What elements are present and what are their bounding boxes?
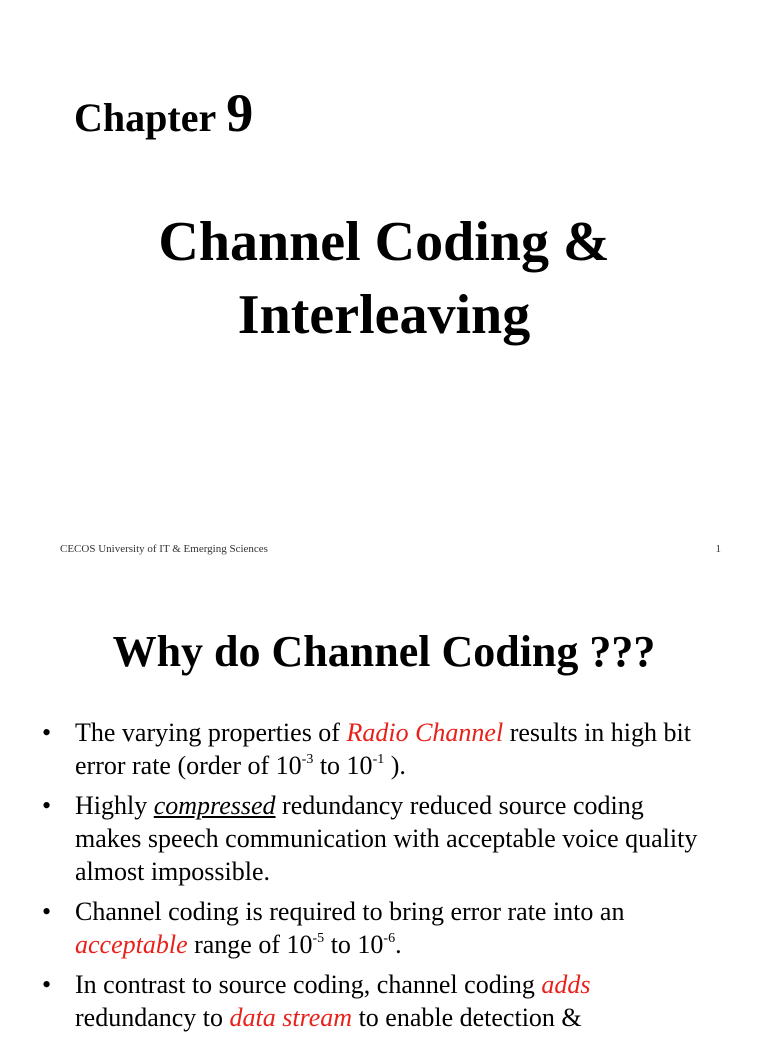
- chapter-heading: [74, 82, 253, 144]
- bullet-item: [0, 968, 715, 1034]
- slide-2: [0, 576, 768, 1032]
- text-run: to enable detection &: [352, 1003, 582, 1032]
- bullet-dot-icon: •: [42, 897, 52, 926]
- chapter-label: Chapter: [74, 95, 217, 140]
- main-title-line-1: Channel Coding &: [158, 211, 610, 273]
- bullet-item: [0, 716, 715, 782]
- text-run: In contrast to source coding, channel coding: [75, 970, 542, 999]
- text-run: results in high bit error rate (order of 10: [75, 718, 691, 780]
- text-run: range of 10: [187, 930, 313, 959]
- text-run: Highly: [75, 791, 154, 820]
- bullet-item: [0, 895, 715, 961]
- chapter-number: 9: [226, 83, 254, 143]
- emphasis-red: adds: [541, 970, 591, 999]
- emphasis-red: data stream: [229, 1003, 353, 1032]
- bullet-text: [75, 789, 715, 888]
- text-run: The varying properties of: [75, 718, 347, 747]
- bullet-dot-icon: •: [42, 970, 52, 999]
- text-run: redundancy to: [75, 1003, 230, 1032]
- emphasis-red: acceptable: [75, 930, 188, 959]
- slide-2-title: Why do Channel Coding ???: [112, 627, 656, 676]
- text-run: Channel coding is required to bring error rate into an: [75, 897, 625, 926]
- main-title: [0, 206, 768, 352]
- bullet-dot-icon: •: [42, 718, 52, 747]
- bullet-text: [75, 968, 715, 1034]
- superscript: -6: [383, 931, 396, 946]
- superscript: -1: [372, 752, 385, 767]
- footer-institution: CECOS University of IT & Emerging Sciences: [60, 543, 268, 555]
- text-run: to 10: [313, 751, 373, 780]
- main-title-line-2: Interleaving: [237, 284, 531, 346]
- bullet-dot-icon: •: [42, 791, 52, 820]
- bullet-item: [0, 789, 715, 888]
- emphasis-underline: compressed: [153, 791, 276, 820]
- footer-page-number: 1: [715, 543, 721, 555]
- bullet-text: [75, 716, 715, 782]
- emphasis-red: Radio Channel: [346, 718, 504, 747]
- text-run: .: [395, 930, 402, 959]
- text-run: ).: [384, 751, 406, 780]
- bullet-list: [0, 716, 768, 1041]
- superscript: -3: [301, 752, 314, 767]
- text-run: to 10: [324, 930, 384, 959]
- bullet-text: [75, 895, 715, 961]
- superscript: -5: [312, 931, 325, 946]
- text-run: redundancy reduced source coding makes speech communication with acceptable voice quality almost impossible.: [75, 791, 698, 886]
